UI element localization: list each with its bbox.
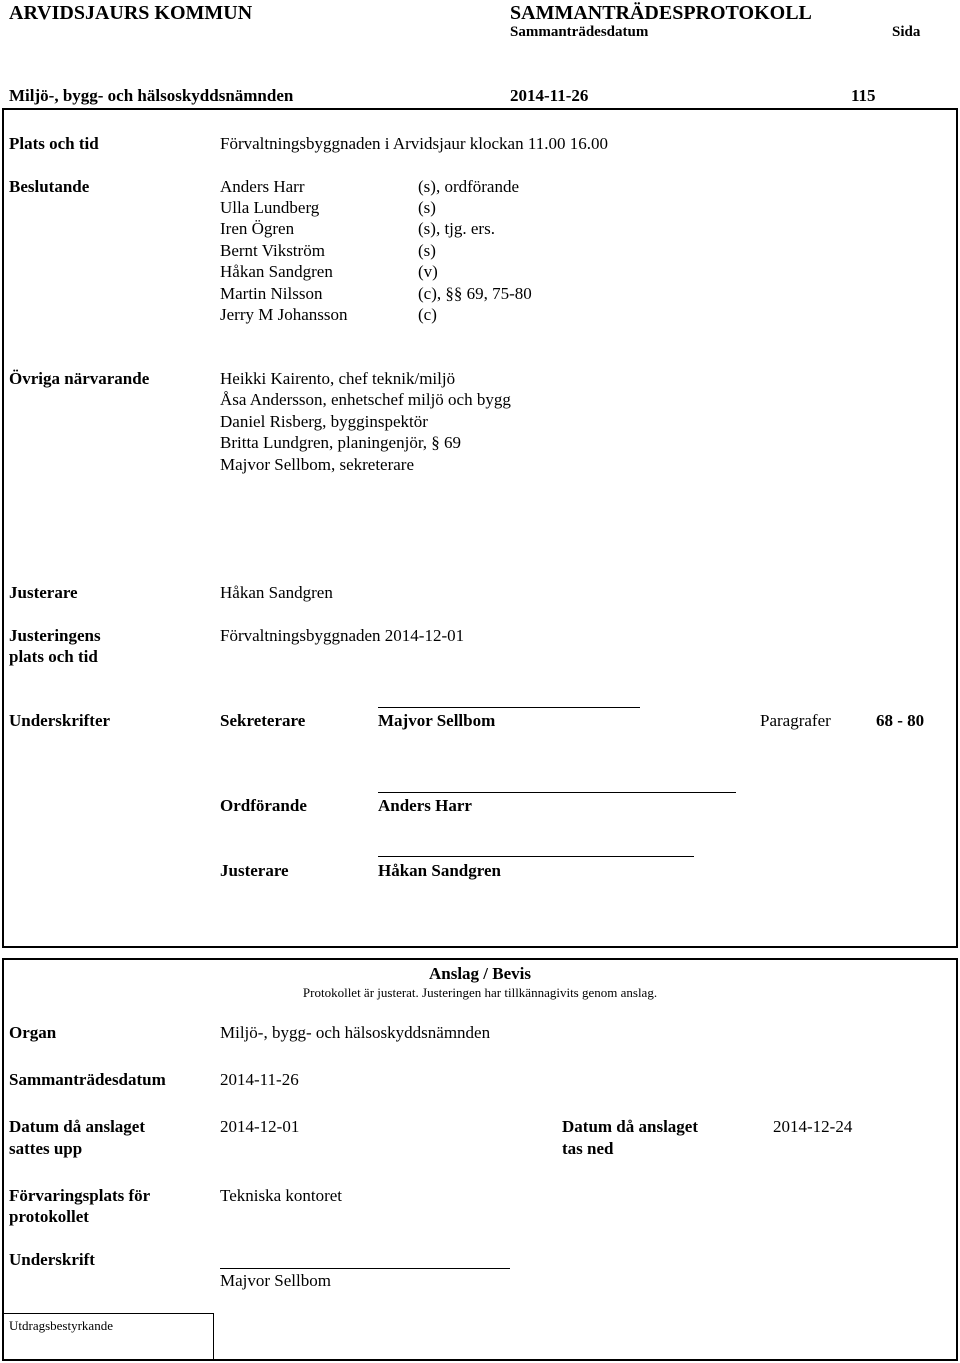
adjuster-label: Justerare	[9, 583, 78, 602]
member-name: Håkan Sandgren	[220, 262, 333, 281]
removed-label: Datum då anslaget	[562, 1117, 699, 1136]
organ-value: Miljö-, bygg- och hälsoskyddsnämnden	[220, 1023, 491, 1042]
adjust-place-label: Justeringens	[9, 626, 101, 645]
member-name: Martin Nilsson	[220, 284, 323, 303]
posted-value: 2014-12-01	[220, 1117, 300, 1136]
notice-box	[2, 958, 958, 1361]
signature-line-secretary	[378, 707, 640, 708]
signature-line-notice	[220, 1268, 510, 1269]
place-value: Förvaltningsbyggnaden i Arvidsjaur klockan 11.00 16.00	[220, 134, 608, 153]
member-name: Bernt Vikström	[220, 241, 325, 260]
other-person: Heikki Kairento, chef teknik/miljö	[220, 369, 456, 388]
member-role: (s)	[418, 241, 436, 260]
other-person: Majvor Sellbom, sekreterare	[220, 455, 415, 474]
paragraphs-label: Paragrafer	[760, 711, 831, 730]
page-number: 115	[851, 86, 876, 105]
paragraphs-value: 68 - 80	[876, 711, 925, 730]
meeting-date-header: Sammanträdesdatum	[510, 24, 649, 40]
removed-label-2: tas ned	[562, 1139, 614, 1158]
member-role: (c), §§ 69, 75-80	[418, 284, 532, 303]
other-person: Daniel Risberg, bygginspektör	[220, 412, 428, 431]
storage-label-2: protokollet	[9, 1207, 89, 1226]
others-label: Övriga närvarande	[9, 369, 150, 388]
member-name: Ulla Lundberg	[220, 198, 320, 217]
member-name: Jerry M Johansson	[220, 305, 348, 324]
notice-title: Anslag / Bevis	[428, 964, 532, 983]
removed-value: 2014-12-24	[773, 1117, 853, 1136]
notice-subtitle: Protokollet är justerat. Justeringen har tillkännagivits genom anslag.	[302, 985, 658, 1000]
posted-label: Datum då anslaget	[9, 1117, 146, 1136]
member-role: (s), tjg. ers.	[418, 219, 495, 238]
secretary-label: Sekreterare	[220, 711, 306, 730]
organ-label: Organ	[9, 1023, 57, 1042]
notice-date-label: Sammanträdesdatum	[9, 1070, 166, 1089]
signature-adjuster-label: Justerare	[220, 861, 289, 880]
member-name: Iren Ögren	[220, 219, 295, 238]
member-role: (s)	[418, 198, 436, 217]
signature-line-adjuster	[378, 856, 694, 857]
member-role: (s), ordförande	[418, 177, 520, 196]
chair-label: Ordförande	[220, 796, 307, 815]
other-person: Åsa Andersson, enhetschef miljö och bygg	[220, 390, 511, 409]
signature-name: Majvor Sellbom	[220, 1271, 331, 1290]
signature-label: Underskrift	[9, 1250, 95, 1269]
notice-date-value: 2014-11-26	[220, 1070, 299, 1089]
storage-value: Tekniska kontoret	[220, 1186, 343, 1205]
adjuster-value: Håkan Sandgren	[220, 583, 333, 602]
adjust-place-value: Förvaltningsbyggnaden 2014-12-01	[220, 626, 465, 645]
chair-name: Anders Harr	[378, 796, 472, 815]
member-name: Anders Harr	[220, 177, 305, 196]
certify-label: Utdragsbestyrkande	[9, 1318, 113, 1333]
page-header: Sida	[892, 24, 921, 40]
adjust-place-label-2: plats och tid	[9, 647, 98, 666]
certify-divider	[2, 1313, 213, 1314]
signatures-label: Underskrifter	[9, 711, 111, 730]
other-person: Britta Lundgren, planingenjör, § 69	[220, 433, 462, 452]
meeting-date: 2014-11-26	[510, 86, 589, 105]
signature-line-chair	[378, 792, 736, 793]
storage-label: Förvaringsplats för	[9, 1186, 151, 1205]
place-label: Plats och tid	[9, 134, 99, 153]
member-role: (v)	[418, 262, 438, 281]
posted-label-2: sattes upp	[9, 1139, 83, 1158]
member-role: (c)	[418, 305, 437, 324]
protocol-title: SAMMANTRÄDESPROTOKOLL	[510, 2, 812, 24]
signature-adjuster-name: Håkan Sandgren	[378, 861, 501, 880]
committee-name: Miljö-, bygg- och hälsoskyddsnämnden	[9, 86, 294, 105]
certify-separator	[213, 1313, 214, 1361]
deciding-label: Beslutande	[9, 177, 90, 196]
secretary-name: Majvor Sellbom	[378, 711, 496, 730]
municipality-name: ARVIDSJAURS KOMMUN	[9, 2, 253, 24]
